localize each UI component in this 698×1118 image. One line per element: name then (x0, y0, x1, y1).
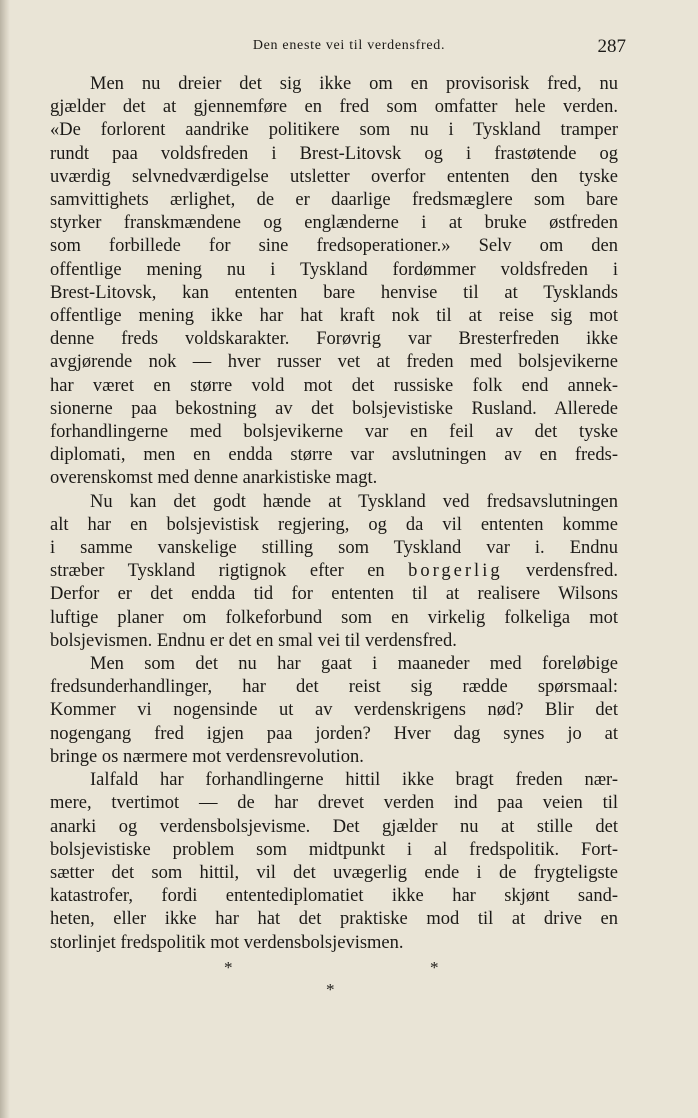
text-line: offentlige mening ikke har hat kraft nok til at reise sig mot (50, 306, 618, 327)
running-title: Den eneste vei til verdensfred. (252, 38, 446, 53)
page-header (0, 36, 698, 60)
text-line: nogengang fred igjen paa jorden? Hver dag synes jo at (50, 723, 618, 744)
text-line: heten, eller ikke har hat det praktiske mod til at drive en (50, 909, 618, 930)
text-line: Ialfald har forhandlingerne hittil ikke bragt freden nær- (90, 770, 618, 791)
asterisk: * (326, 980, 335, 999)
text-line: styrker franskmændene og englænderne i at bruke østfreden (50, 213, 618, 234)
paragraph (50, 653, 618, 769)
text-line: har været en større vold mot det russiske folk end annek- (50, 375, 618, 396)
text-line: Brest-Litovsk, kan ententen bare henvise til at Tysklands (50, 282, 618, 303)
text-line: bolsjevistiske problem som midtpunkt i al fredspolitik. Fort- (50, 839, 618, 860)
text-line: Kommer vi nogensinde ut av verdenskrigens nød? Blir det (50, 700, 618, 721)
text-line: «De forlorent aandrike politikere som nu i Tyskland tramper (50, 120, 618, 141)
text-line: sionerne paa bekostning av det bolsjevistiske Rusland. Allerede (50, 398, 618, 419)
text-line: bringe os nærmere mot verdensrevolution. (50, 746, 364, 767)
text-line: anarki og verdensbolsjevisme. Det gjælder nu at stille det (50, 816, 618, 837)
text-line: gjælder det at gjennemføre en fred som omfatter hele verden. (50, 97, 618, 118)
text-line: fredsunderhandlinger, har det reist sig rædde spørsmaal: (50, 677, 618, 698)
paragraph (50, 73, 618, 491)
emphasized-word: borgerlig (408, 561, 503, 582)
asterisk: * (224, 958, 233, 977)
text-line: mere, tvertimot — de har drevet verden ind paa veien til (50, 793, 618, 814)
section-separator (0, 958, 698, 1008)
text-line: rundt paa voldsfreden i Brest-Litovsk og i frastøtende og (50, 143, 618, 164)
text-fragment: verdensfred. (526, 561, 618, 582)
text-line: bolsjevismen. Endnu er det en smal vei til verdensfred. (50, 630, 457, 651)
text-line: diplomati, men en endda større var avslutningen av en freds- (50, 445, 618, 466)
text-line: sætter det som hittil, vil det uvægerlig ende i de frygteligste (50, 862, 618, 883)
text-line: Nu kan det godt hænde at Tyskland ved fredsavslutningen (90, 491, 618, 512)
paragraph (50, 769, 618, 955)
text-line: luftige planer om folkeforbund som en virkelig folkeliga mot (50, 607, 618, 628)
text-line-with-emphasis (50, 560, 618, 583)
text-line: katastrofer, fordi ententediplomatiet ikke har skjønt sand- (50, 886, 618, 907)
text-line: Derfor er det endda tid for ententen til at realisere Wilsons (50, 584, 618, 605)
text-line: Men nu dreier det sig ikke om en provisorisk fred, nu (90, 74, 618, 94)
page-edge (0, 0, 10, 1118)
page-number: 287 (597, 36, 626, 57)
text-line: denne freds voldskarakter. Forøvrig var Bresterfreden ikke (50, 329, 618, 350)
body-text (50, 73, 618, 955)
text-line: i samme vanskelige stilling som Tyskland var i. Endnu (50, 538, 618, 559)
text-line: avgjørende nok — hver russer vet at freden med bolsjevikerne (50, 352, 618, 373)
text-line: offentlige mening nu i Tyskland fordømmer voldsfreden i (50, 259, 618, 280)
text-line: Men som det nu har gaat i maaneder med foreløbige (90, 654, 618, 675)
paragraph (50, 491, 618, 653)
text-line: uværdig selvnedværdigelse utsletter overfor ententen den tyske (50, 166, 618, 187)
text-line: overenskomst med denne anarkistiske magt. (50, 468, 378, 489)
text-line: storlinjet fredspolitik mot verdensbolsjevismen. (50, 932, 404, 953)
text-line: samvittighets ærlighet, de er daarlige fredsmæglere som bare (50, 190, 618, 211)
text-line: som forbillede for sine fredsoperationer.» Selv om den (50, 236, 618, 257)
text-line: alt har en bolsjevistisk regjering, og da vil ententen komme (50, 514, 618, 535)
asterisk: * (430, 958, 439, 977)
text-fragment: stræber Tyskland rigtignok efter en (50, 561, 385, 582)
text-line: forhandlingerne med bolsjevikerne var en feil av det tyske (50, 422, 618, 443)
